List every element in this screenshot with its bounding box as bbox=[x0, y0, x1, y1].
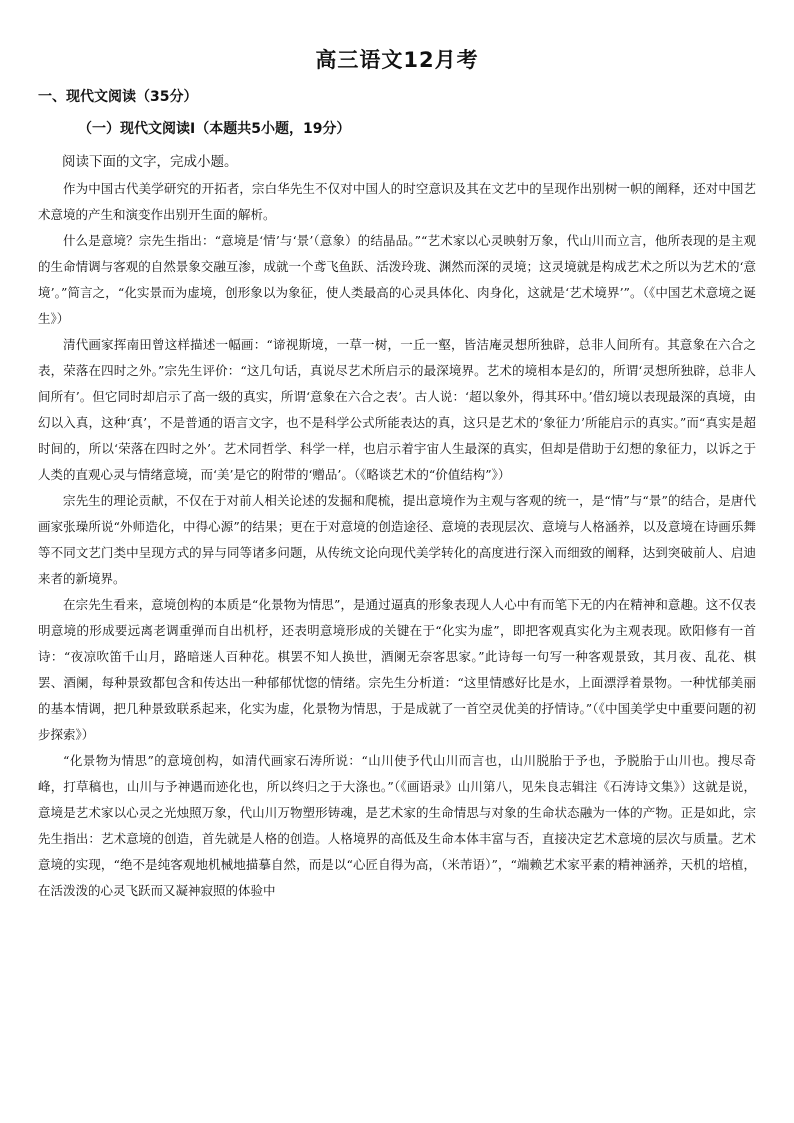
paragraph: 清代画家挥南田曾这样描述一幅画：“谛视斯境，一草一树，一丘一壑，皆洁庵灵想所独辟，总非人间所有。其意象在六合之表，荣落在四时之外。”宗先生评价：“这几句话，真说尽艺术所启示的最深境界。艺术的境相本是幻的，所谓‘灵想所独辟，总非人间所有’。但它同时却启示了高一级的真实，所谓‘意象在六合之表’。古人说：‘超以象外，得其环中。’借幻境以表现最深的真境，由幻以入真，这种‘真’，不是普通的语言文字，也不是科学公式所能表达的真，这只是艺术的‘象征力’所能启示的真实。”而“真实是超时间的，所以‘荣落在四时之外’。艺术同哲学、科学一样，也启示着宇宙人生最深的真实，但却是借助于幻想的象征力，以诉之于人类的直观心灵与情绪意境，而‘美’是它的附带的‘赠品’。（《略谈艺术的“价值结构”》） bbox=[38, 337, 756, 482]
section-heading: 一、现代文阅读（35分） bbox=[38, 89, 198, 105]
page-title: 高三语文12月考 bbox=[315, 48, 479, 72]
paragraph: 什么是意境？宗先生指出：“意境是‘情’与‘景’（意象）的结晶品。”“艺术家以心灵映射万象，代山川而立言，他所表现的是主观的生命情调与客观的自然景象交融互渗，成就一个鸢飞鱼跃、活泼玲珑、渊然而深的灵境；这灵境就是构成艺术之所以为艺术的‘意境’。”简言之，“化实景而为虚境，创形象以为象征，使人类最高的心灵具体化、肉身化，这就是‘艺术境界’”。（《中国艺术意境之诞生》） bbox=[38, 233, 756, 326]
paragraph: 宗先生的理论贡献，不仅在于对前人相关论述的发掘和爬梳，提出意境作为主观与客观的统一，是“情”与“景”的结合，是唐代画家张璪所说“外师造化，中得心源”的结果；更在于对意境的创造途径、意境的表现层次、意境与人格涵养，以及意境在诗画乐舞等不同文艺门类中呈现方式的异与同等诸多问题，从传统文论向现代美学转化的高度进行深入而细致的阐释，达到突破前人、启迪来者的新境界。 bbox=[38, 493, 756, 586]
paragraph: 作为中国古代美学研究的开拓者，宗白华先生不仅对中国人的时空意识及其在文艺中的呈现作出别树一帜的阐释，还对中国艺术意境的产生和演变作出别开生面的解析。 bbox=[38, 181, 756, 222]
reading-instruction: 阅读下面的文字，完成小题。 bbox=[62, 154, 238, 170]
paragraph: “化景物为情思”的意境创构，如清代画家石涛所说：“山川使予代山川而言也，山川脱胎于予也，予脱胎于山川也。搜尽奇峰，打草稿也，山川与予神遇而迹化也，所以终归之于大涤也。”（《画语录》山川第八，见朱良志辑注《石涛诗文集》）这就是说，意境是艺术家以心灵之光烛照万象，代山川万物塑形铸魂，是艺术家的生命情思与对象的生命状态融为一体的产物。正是如此，宗先生指出：艺术意境的创造，首先就是人格的创造。人格境界的高低及生命本体丰富与否，直接决定艺术意境的层次与质量。艺术意境的实现，“绝不是纯客观地机械地描摹自然，而是以“心匠自得为高，（米芾语）”，“端赖艺术家平素的精神涵养，天机的培植，在活泼泼的心灵飞跃而又凝神寂照的体验中 bbox=[38, 753, 756, 898]
paragraph: 在宗先生看来，意境创构的本质是“化景物为情思”，是通过逼真的形象表现人人心中有而笔下无的内在精神和意趣。这不仅表明意境的形成要远离老调重弹而自出机杼，还表明意境形成的关键在于“化实为虚”，即把客观真实化为主观表现。欧阳修有一首诗：“夜凉吹笛千山月，路暗迷人百种花。棋罢不知人换世，酒阑无奈客思家。”此诗每一句写一种客观景致，其月夜、乱花、棋罢、酒阑，每种景致都包含和传达出一种郁郁忧惚的情绪。宗先生分析道：“这里情感好比是水，上面漂浮着景物。一种忧郁美丽的基本情调，把几种景致联系起来，化实为虚，化景物为情思，于是成就了一首空灵优美的抒情诗。”（《中国美学史中重要问题的初步探索》） bbox=[38, 597, 756, 742]
subsection-heading: （一）现代文阅读Ⅰ（本题共5小题，19分） bbox=[78, 121, 351, 137]
passage-body bbox=[38, 176, 756, 904]
